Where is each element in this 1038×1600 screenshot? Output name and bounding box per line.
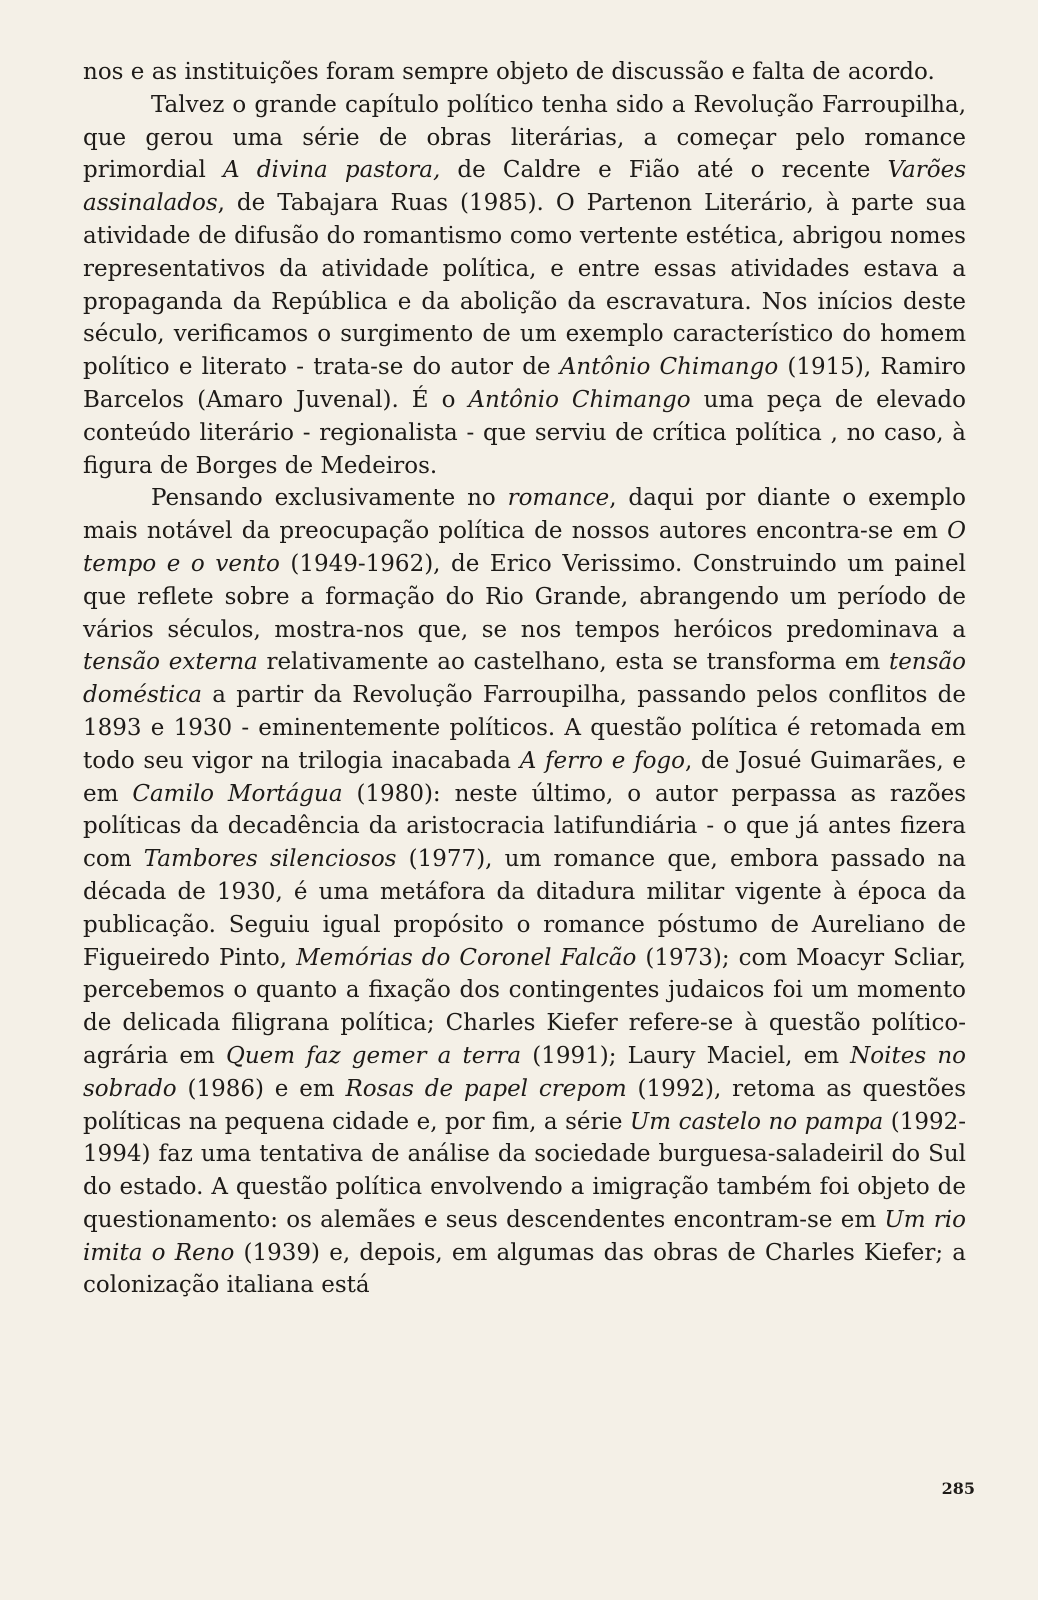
italic-title: Tambores silenciosos xyxy=(143,846,397,873)
italic-title: A divina pastora, xyxy=(223,157,441,184)
text-run: , daqui por diante o exemplo mais notável da preocupação política de nossos autores encontra-se em xyxy=(83,485,966,545)
italic-title: tensão externa xyxy=(83,649,258,676)
italic-title: Memórias do Coronel Falcão xyxy=(296,944,637,971)
text-run: (1980): neste último, o autor perpassa as razões políticas da decadência da aristocracia latifundiária - o que já antes fizera com xyxy=(83,780,966,873)
italic-title: Um rio imita o Reno xyxy=(83,1206,967,1266)
paragraph xyxy=(83,56,966,89)
italic-title: Noites no sobrado xyxy=(83,1042,966,1102)
text-run: (1977), um romance que, embora passado na década de 1930, é uma metáfora da ditadura militar vigente à época da publicação. Seguiu igual propósito o romance póstumo de Aureliano de Figueiredo Pinto, xyxy=(83,846,966,971)
italic-title: Rosas de papel crepom xyxy=(345,1075,627,1102)
text-run: (1973); com Moacyr Scliar, percebemos o quanto a fixação dos contingentes judaicos foi um momento de delicada filigrana política; Charles Kiefer refere-se à questão político-agrária em xyxy=(83,944,966,1069)
italic-title: Um castelo no pampa xyxy=(629,1108,884,1135)
italic-title: O tempo e o vento xyxy=(83,518,966,577)
text-run: (1949-1962), de Erico Verissimo. Construindo um painel que reflete sobre a formação do Rio Grande, abrangendo um período de vários séculos, mostra-nos que, se nos tempos heróicos predominava a xyxy=(83,550,966,643)
text-run: a partir da Revolução Farroupilha, passando pelos conflitos de 1893 e 1930 - eminentemente políticos. A questão política é retomada em todo seu vigor na trilogia inacabada xyxy=(83,682,966,774)
text-run: , de Josué Guimarães, e em xyxy=(83,747,967,807)
text-run: (1915), Ramiro Barcelos (Amaro Juvenal). É o xyxy=(83,354,967,413)
text-run: (1992-1994) faz uma tentativa de análise da sociedade burguesa-saladeiril do Sul do estado. A questão política envolvendo a imigração também foi objeto de questionamento: os alemães e seus descendentes encontram-se em xyxy=(83,1108,966,1233)
italic-title: Antônio Chimango xyxy=(468,386,691,413)
italic-title: A ferro e fogo xyxy=(519,747,686,774)
text-run: (1992), retoma as questões políticas na pequena cidade e, por fim, a série xyxy=(83,1075,966,1135)
text-run: relativamente ao castelhano, esta se transforma em xyxy=(257,649,889,676)
text-run: uma peça de elevado conteúdo literário - regionalista - que serviu de crítica política , no caso, à figura de Borges de Medeiros. xyxy=(83,386,966,479)
body-text xyxy=(83,56,966,1302)
text-run: (1986) e em xyxy=(176,1075,346,1102)
paragraph xyxy=(83,482,966,1302)
text-run: (1939) e, depois, em algumas das obras de Charles Kiefer; a colonização italiana está xyxy=(83,1239,966,1299)
text-run: (1991); Laury Maciel, em xyxy=(521,1042,851,1069)
text-run: Pensando exclusivamente no xyxy=(151,485,508,512)
italic-title: Varões assinalados xyxy=(83,157,966,217)
italic-title: Quem faz gemer a terra xyxy=(225,1042,522,1069)
text-run: , de Tabajara Ruas (1985). O Partenon Literário, à parte sua atividade de difusão do romantismo como vertente estética, abrigou nomes representativos da atividade política, e entre essas atividades estava a propaganda da República e da abolição da escravatura. Nos inícios deste século, verificamos o surgimento de um exemplo característico do homem político e literato - trata-se do autor de xyxy=(83,190,966,381)
text-run: Talvez o grande capítulo político tenha sido a Revolução Farroupilha, que gerou uma série de obras literárias, a começar pelo romance primordial xyxy=(83,91,966,184)
text-run: de Caldre e Fião até o recente xyxy=(440,157,888,184)
italic-title: Antônio Chimango xyxy=(559,354,779,381)
italic-title: tensão doméstica xyxy=(83,649,966,709)
text-run: nos e as instituições foram sempre objeto de discussão e falta de acordo. xyxy=(83,59,935,85)
paragraph xyxy=(83,89,966,483)
italic-title: romance xyxy=(507,485,610,512)
page-number: 285 xyxy=(941,1479,975,1498)
italic-title: Camilo Mortágua xyxy=(132,780,343,807)
